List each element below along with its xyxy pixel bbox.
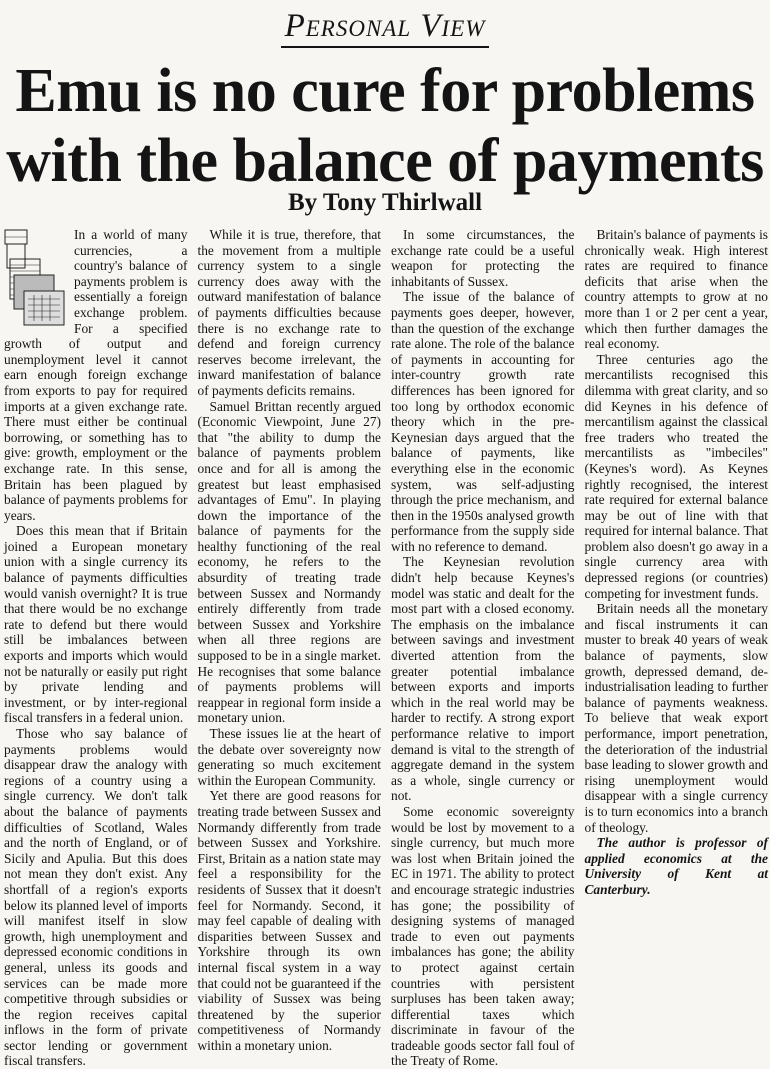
author-note: The author is professor of applied economics at the University of Kent at Canterbury. xyxy=(584,835,768,897)
paragraph: Some economic sovereignty would be lost by movement to a single currency, but much more was lost when Britain joined the EC in 1971. The ability to protect and encourage strategic industries has gone; the possibility of designing systems of managed trade to even out payments imbalances has gone; the ability to protect against certain countries with persistent surpluses has been taken away; differential taxes which discriminate in favour of the tradeable goods sector fall foul of the Treaty of Rome. xyxy=(391,803,575,1069)
paragraph: In some circumstances, the exchange rate could be a useful weapon for protecting the inhabitants of Sussex. xyxy=(391,227,575,289)
paragraph: Three centuries ago the mercantilists recognised this dilemma with great clarity, and so did Keynes in his defence of mercantilism against the classical free traders who treated the mercantilists as "imbeciles" (Keynes's word). As Keynes rightly recognised, the interest rate required for external balance may be out of line with that required for internal balance. That problem also doesn't go away in a single currency area with depressed regions (or countries) competing for investment funds. xyxy=(584,351,768,601)
paragraph: In a world of many currencies, a country's balance of payments problem is essentially a foreign exchange problem. For a specified growth of output and unemployment level it cannot earn enough foreign exchange from exports to pay for required imports at a given exchange rate. There must either be continual borrowing, or something has to give: growth, employment or the exchange rate. In this sense, Britain has been plagued by balance of payments problems for years. xyxy=(4,227,188,523)
headline: Emu is no cure for problems with the balance of payments xyxy=(6,57,764,195)
paragraph: The Keynesian revolution didn't help because Keynes's model was static and dealt for the most part with a closed economy. The emphasis on the imbalance between savings and investment diverted attention from the greater potential imbalance between exports and imports which in the real world may be harder to rectify. A strong export performance relative to import demand is vital to the strength of aggregate demand in the system as a whole, single currency or not. xyxy=(391,554,575,804)
paragraph: Samuel Brittan recently argued (Economic Viewpoint, June 27) that "the ability to dump the balance of payments problem once and for all is among the greatest but least emphasised advantages of Emu". In playing down the importance of the balance of payments for the healthy functioning of the real economy, he refers to the absurdity of treating trade between Sussex and Normandy entirely differently from trade between Sussex and Yorkshire when all three regions are supposed to be in a single market. He recognises that some balance of payments problems will reappear in regional form inside a monetary union. xyxy=(197,398,381,726)
paragraph: Yet there are good reasons for treating trade between Sussex and Normandy differently from trade between Sussex and Yorkshire. First, Britain as a nation state may feel a responsibility for the residents of Sussex that it doesn't feel for Normandy. Second, it may feel capable of dealing with disparities between Sussex and Yorkshire through its own internal fiscal system in a way that could not be guaranteed if the viability of Sussex was being threatened by the superior competitiveness of Normandy within a monetary union. xyxy=(197,788,381,1053)
paragraph: While it is true, therefore, that the movement from a multiple currency system to a single currency does away with the outward manifestation of balance of payments difficulties because there is no exchange rate to defend and foreign currency reserves become irrelevant, the inward manifestation of balance of payments deficits remains. xyxy=(197,227,381,398)
building-illustration-icon xyxy=(4,229,66,329)
paragraph: Does this mean that if Britain joined a European monetary union with a single currency its balance of payments difficulties would vanish overnight? It is true that there would be no exchange rate to defend but there would still be imbalances between exports and imports which would not be naturally or easily put right by private lending and investment, or by inter-regional fiscal transfers in a federal union. xyxy=(4,523,188,726)
paragraph: The issue of the balance of payments goes deeper, however, than the question of the exchange rate alone. The role of the balance of payments in accounting for inter-country growth rate differences has been ignored for too long by orthodox economic theory which in the pre-Keynesian days argued that the balance of payments, like everything else in the economic system, was self-adjusting through the price mechanism, and then in the 1950s analysed growth performance from the supply side with no reference to demand. xyxy=(391,289,575,554)
column-2 xyxy=(197,227,382,1053)
section-kicker xyxy=(0,6,770,48)
column-1 xyxy=(4,227,188,1069)
paragraph: These issues lie at the heart of the debate over sovereignty now generating so much excitement within the European Community. xyxy=(197,726,381,788)
article-body xyxy=(4,227,768,1069)
column-3 xyxy=(391,227,575,1069)
paragraph: Britain needs all the monetary and fiscal instruments it can muster to break 40 years of weak balance of payments, slow growth, depressed demand, de-industrialisation leading to further balance of payments weakness. To believe that weak export performance, import penetration, the deterioration of the industrial base leading to slower growth and rising unemployment would disappear with a single currency is to turn economics into a branch of theology. xyxy=(584,601,768,835)
paragraph: Britain's balance of payments is chronically weak. High interest rates are required to finance deficits that arise when the country attempts to grow at no more than 1 or 2 per cent a year, which then further damages the real economy. xyxy=(584,227,768,352)
kicker-label: Personal View xyxy=(281,6,490,48)
paragraph: Those who say balance of payments problems would disappear draw the analogy with regions of a country using a single currency. We don't talk about the balance of payments difficulties of Scotland, Wales and the north of England, or of Sicily and Apulia. But this does not mean they don't exist. Any shortfall of a region's exports below its planned level of imports will manifest itself in slow growth, high unemployment and depressed economic conditions in general, unless its goods and services can be made more competitive through subsidies or the region receives capital inflows in the form of private sector lending or government fiscal transfers. xyxy=(4,726,188,1069)
column-4 xyxy=(585,227,769,911)
byline: By Tony Thirlwall xyxy=(287,189,483,216)
